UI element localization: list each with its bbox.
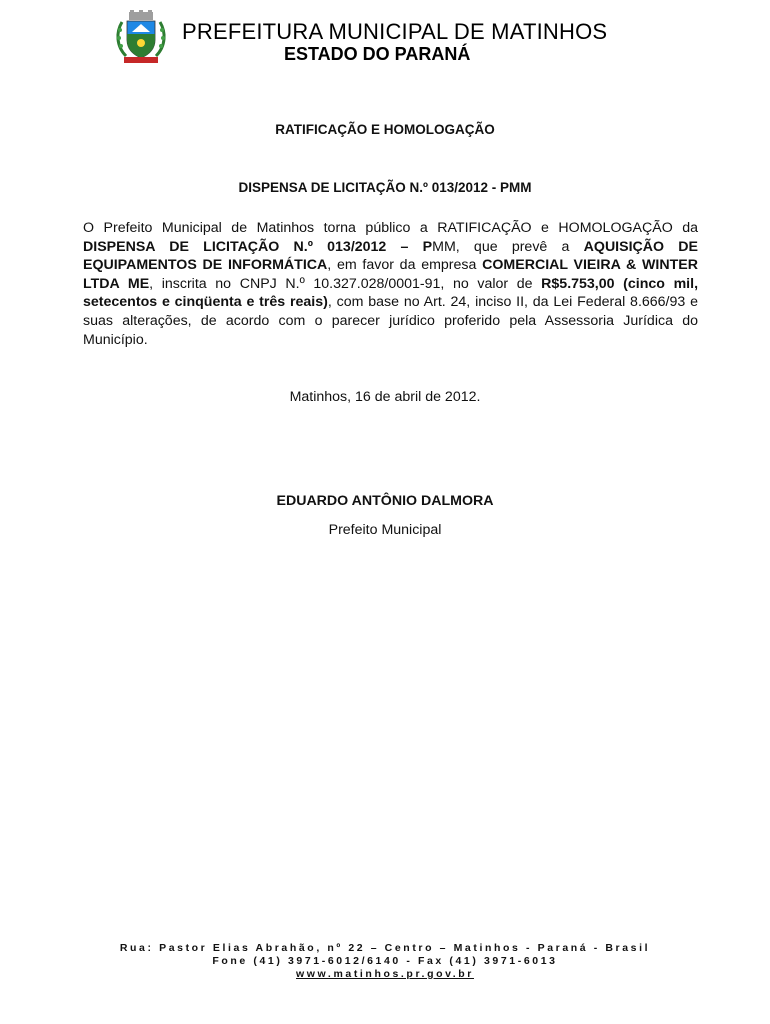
body-bold-1: DISPENSA DE LICITAÇÃO N.º 013/2012 – P <box>83 238 433 255</box>
header-title: PREFEITURA MUNICIPAL DE MATINHOS <box>182 19 608 44</box>
document-subheading: DISPENSA DE LICITAÇÃO N.º 013/2012 - PMM <box>238 180 532 195</box>
body-text-5: , com base no Art. 24, inciso II, da Lei Federal 8.666/93 e suas alterações, de acordo com o parecer jurídico proferido pela Assessoria Jurídica do Município. <box>83 294 698 348</box>
signatory-name: EDUARDO ANTÔNIO DALMORA <box>276 493 494 509</box>
footer-phone: Fone (41) 3971-6012/6140 - Fax (41) 3971-6013 <box>212 955 558 967</box>
body-text-1: O Prefeito Municipal de Matinhos torna público a RATIFICAÇÃO e HOMOLOGAÇÃO da <box>83 220 698 236</box>
footer-website-link[interactable]: www.matinhos.pr.gov.br <box>296 968 474 980</box>
municipal-coat-of-arms-icon <box>114 10 168 64</box>
body-text-4: , inscrita no CNPJ N.º 10.327.028/0001-91, no valor de <box>149 275 542 292</box>
body-paragraph <box>83 219 698 349</box>
letterhead <box>114 10 674 66</box>
body-bold-4: R$5.753,00 (cinco mil, setecentos e cinqüenta e três reais) <box>83 275 699 311</box>
header-subtitle: ESTADO DO PARANÁ <box>284 44 471 64</box>
date-line: Matinhos, 16 de abril de 2012. <box>289 389 481 405</box>
body-bold-2: AQUISIÇÃO DE EQUIPAMENTOS DE INFORMÁTICA <box>83 238 698 274</box>
body-text-3: , em favor da empresa <box>327 257 483 274</box>
body-bold-3: COMERCIAL VIEIRA & WINTER LTDA ME <box>83 257 698 292</box>
document-heading: RATIFICAÇÃO E HOMOLOGAÇÃO <box>275 122 495 137</box>
signatory-role: Prefeito Municipal <box>328 522 442 538</box>
body-text-2: MM, que prevê a <box>432 238 584 255</box>
footer-address: Rua: Pastor Elias Abrahão, nº 22 – Centro – Matinhos - Paraná - Brasil <box>119 942 651 954</box>
